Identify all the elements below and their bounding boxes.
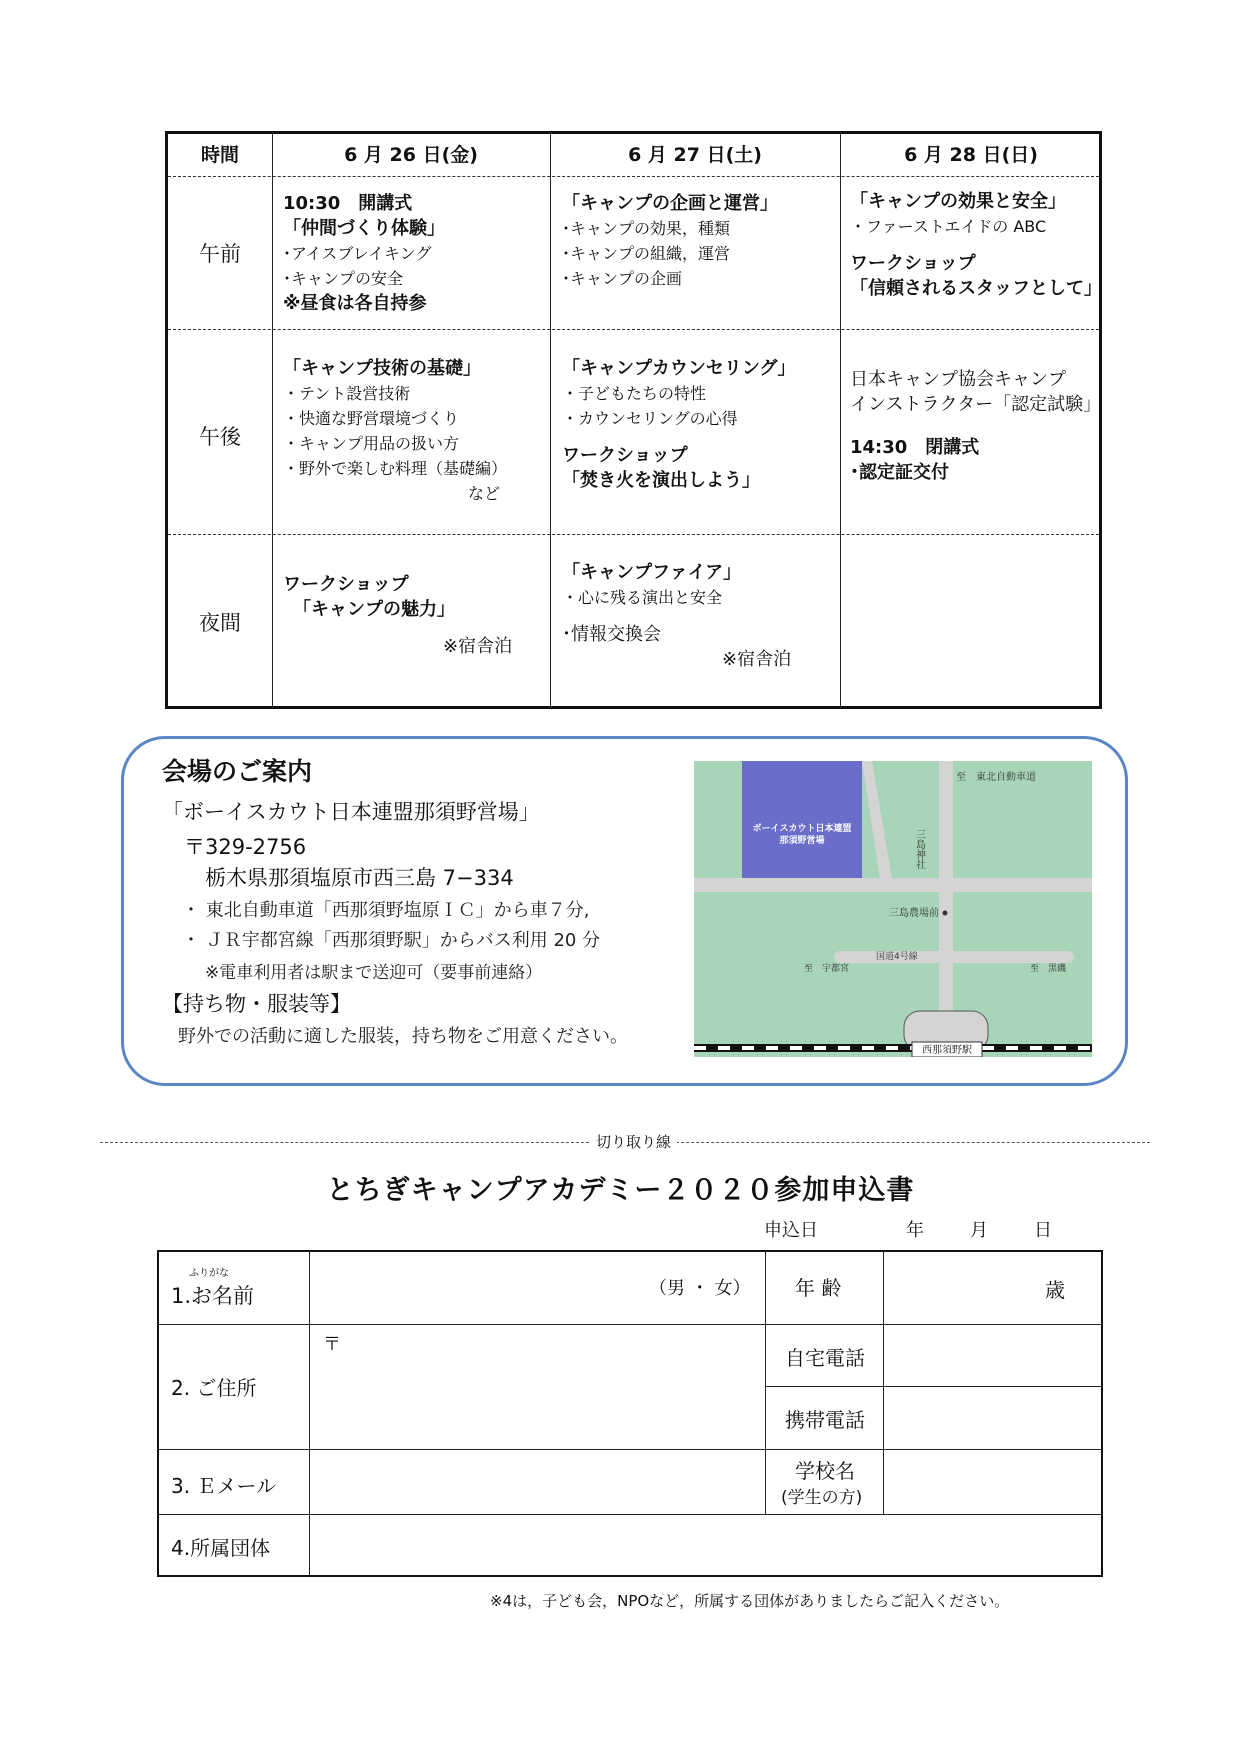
application-form-table: [157, 1250, 1103, 1577]
cell-pm-day2: 「キャンプカウンセリング」 ・子どもたちの特性 ・カウンセリングの心得 ワークショップ 「焚き火を演出しよう」: [562, 358, 796, 491]
map-road-vertical: [939, 761, 953, 1019]
address-input[interactable]: [311, 1326, 765, 1449]
group-label: 4.所属団体: [171, 1536, 271, 1560]
name-label: 1.お名前: [171, 1284, 255, 1308]
group-input[interactable]: [311, 1516, 1103, 1577]
form-title: とちぎキャンプアカデミー２０２０参加申込書: [326, 1175, 915, 1206]
furigana-label: ふりがな: [189, 1268, 229, 1279]
cell-night-day1: ワークショップ 「キャンプの魅力」 ※宿舎泊: [283, 574, 513, 657]
cell-am-day1: 10:30 開講式 「仲間づくり体験」 ･アイスブレイキング ･キャンプの安全 ※昼食は各自持参: [283, 193, 445, 314]
home-phone-input[interactable]: [885, 1326, 1103, 1386]
map-label-tohoku: 至 東北自動車道: [956, 772, 1036, 783]
venue-access-car: ・ 東北自動車道「西那須野塩原ＩＣ」から車７分,: [182, 900, 590, 921]
venue-title: 会場のご案内: [162, 757, 313, 786]
map-label-station: 西那須野駅: [922, 1045, 972, 1056]
map-label-farm: 三島農場前: [889, 908, 939, 919]
map-route4: [834, 951, 1074, 963]
mobile-phone-input[interactable]: [885, 1388, 1103, 1449]
items-text: 野外での活動に適した服装，持ち物をご用意ください。: [178, 1026, 628, 1047]
header-day3: 6 月 28 日(日): [904, 144, 1038, 166]
venue-name: 「ボーイスカウト日本連盟那須野営場」: [162, 800, 540, 824]
email-label: 3. Ｅメール: [171, 1474, 277, 1498]
cell-pm-day1: 「キャンプ技術の基礎」 ・テント設営技術 ・快適な野営環境づくり ・キャンプ用品の扱い方 ・野外で楽しむ料理（基礎編） など: [283, 358, 508, 503]
name-input[interactable]: [311, 1252, 765, 1324]
map-label-shrine: 三島神社: [913, 829, 925, 869]
application-date-label: 申込日: [764, 1220, 818, 1241]
header-time: 時間: [200, 144, 239, 166]
venue-pickup-note: ※電車利用者は駅まで送迎可（要事前連絡）: [205, 963, 543, 983]
cell-night-day2: 「キャンプファイア」 ・心に残る演出と安全 ･情報交換会 ※宿舎泊: [562, 562, 792, 670]
header-day2: 6 月 27 日(土): [628, 144, 762, 166]
map-label-campsite2: 那須野営場: [779, 836, 825, 846]
school-label: 学校名: [795, 1459, 855, 1483]
date-year: 年: [906, 1220, 924, 1241]
items-title: 【持ち物・服装等】: [162, 992, 351, 1016]
address-label: 2. ご住所: [171, 1376, 257, 1400]
date-month: 月: [970, 1220, 988, 1241]
age-unit: 歳: [1045, 1278, 1065, 1302]
map-label-route4: 国道4号線: [876, 952, 918, 962]
email-input[interactable]: [311, 1451, 765, 1514]
date-day: 日: [1034, 1220, 1052, 1241]
home-phone-label: 自宅電話: [785, 1346, 865, 1370]
map-label-utsunomiya: 至 宇都宮: [804, 964, 850, 974]
cell-pm-day3: 日本キャンプ協会キャンプ インストラクター「認定試験」 14:30 閉講式 ･認定証交付: [850, 369, 1102, 483]
header-day1: 6 月 26 日(金): [344, 144, 478, 166]
form-footnote: ※4は，子ども会，NPOなど，所属する団体がありましたらご記入ください。: [490, 1592, 1010, 1610]
gender-select[interactable]: （男 ・ 女）: [649, 1278, 751, 1299]
postal-mark: 〒: [323, 1334, 341, 1355]
map-label-kuroiso: 至 黒磯: [1030, 964, 1067, 974]
venue-map: [694, 761, 1092, 1057]
schedule-table: [165, 131, 1102, 709]
map-road-horizontal: [694, 878, 1092, 892]
venue-postal: 〒329-2756: [184, 835, 307, 859]
age-input[interactable]: [885, 1252, 1103, 1324]
map-label-campsite: ボーイスカウト日本連盟: [752, 824, 852, 834]
school-input[interactable]: [885, 1451, 1103, 1514]
row-label-night: 夜間: [199, 611, 241, 635]
venue-access-train: ・ ＪＲ宇都宮線「西那須野駅」からバス利用 20 分: [182, 930, 601, 951]
cut-line-label: 切り取り線: [590, 1131, 677, 1152]
map-campsite-area: [742, 761, 862, 879]
cell-am-day2: 「キャンプの企画と運営」 ･キャンプの効果，種類 ･キャンプの組織，運営 ･キャンプの企画: [562, 193, 778, 288]
school-note: (学生の方): [781, 1488, 863, 1508]
age-label: 年 齢: [795, 1276, 842, 1300]
mobile-phone-label: 携帯電話: [785, 1408, 865, 1432]
row-label-am: 午前: [199, 242, 241, 266]
cell-am-day3: 「キャンプの効果と安全」 ・ファーストエイドの ABC ワークショップ 「信頼されるスタッフとして」: [850, 191, 1102, 299]
venue-address: 栃木県那須塩原市西三島 7−334: [205, 866, 514, 890]
row-label-pm: 午後: [199, 425, 241, 449]
